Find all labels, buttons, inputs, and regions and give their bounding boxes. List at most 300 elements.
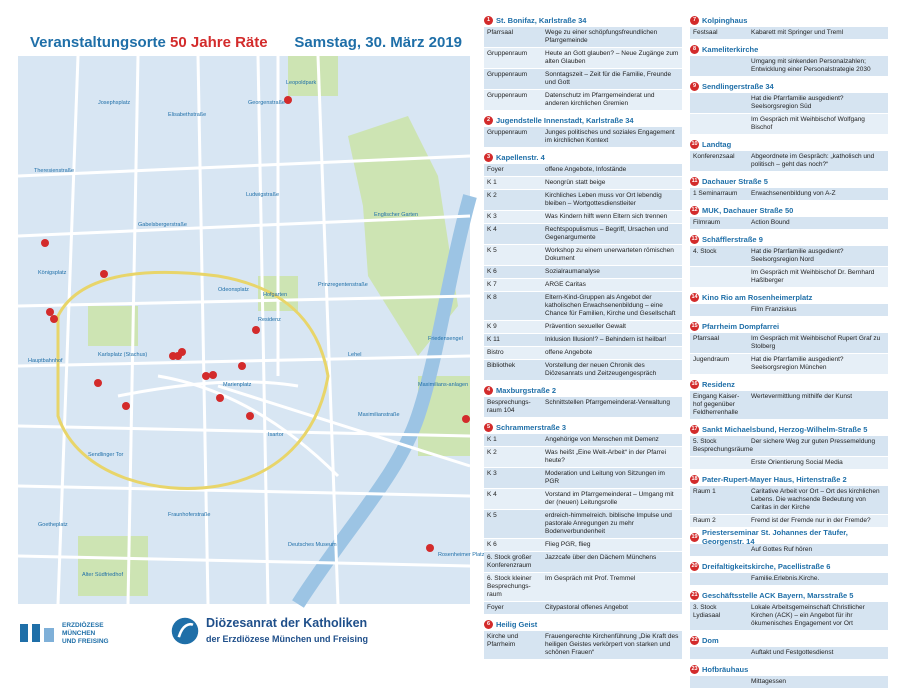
session-row (484, 601, 682, 614)
session-row (690, 675, 888, 688)
park-alter-botanischer-garten (88, 306, 138, 346)
session-row (690, 92, 888, 113)
session-row (690, 26, 888, 39)
venue-16 (690, 378, 888, 419)
label-englischer-garten: Englischer Garten (374, 212, 419, 218)
session-room: Foyer (487, 604, 504, 611)
session-topic: ARGE Caritas (545, 281, 586, 288)
venue-13 (690, 233, 888, 287)
venue-sessions (484, 396, 682, 417)
dioezesanrat-logo (166, 614, 406, 650)
venue-header[interactable] (690, 663, 888, 675)
marker-18[interactable] (94, 379, 102, 387)
map-pin-icon: 3 (484, 153, 493, 162)
venue-name: Kino Rio am Rosenheimerplatz (702, 292, 813, 302)
session-room: K 4 (487, 226, 497, 233)
session-topic: Caritative Arbeit vor Ort – Ort des kirchlichen Lebens. Die wachsende Bedeutung von Caritas in der Kirche (751, 488, 880, 511)
session-row (484, 291, 682, 320)
marker-11[interactable] (41, 239, 49, 247)
venue-list-left (484, 14, 682, 663)
session-room (690, 573, 748, 585)
venue-sessions (484, 26, 682, 110)
session-topic: Frauengerechte Kirchenführung „Die Kraft des heiligen Geistes verkörpert von starken und schönen Frauen“ (545, 633, 679, 656)
session-room: Gruppenraum (487, 50, 528, 57)
session-room (690, 93, 748, 113)
map-pin-icon: 1 (484, 16, 493, 25)
session-topic: Workshop zu einem unerwarteten römischen Dokument (545, 247, 674, 262)
session-room: 4. Stock (693, 248, 717, 255)
session-topic: Action Bound (751, 219, 790, 226)
map-pin-icon: 13 (691, 235, 698, 242)
venue-7 (690, 14, 888, 39)
map-pin-icon: 6 (484, 620, 493, 629)
map-pin-icon: 14 (691, 293, 698, 300)
venue-header[interactable] (690, 378, 888, 390)
map-pin-icon: 15 (691, 322, 698, 329)
map-header (18, 22, 470, 56)
venue-18 (690, 473, 888, 527)
map-pin-icon: 21 (691, 591, 698, 598)
marker-1[interactable] (100, 270, 108, 278)
session-row (484, 359, 682, 380)
venue-name: Sankt Michaelsbund, Herzog-Wilhelm-Straße 5 (702, 424, 868, 434)
session-topic: Rechtspopulismus – Begriff, Ursachen und Gegenargumente (545, 226, 669, 241)
map-pin-icon: 18 (691, 475, 698, 482)
session-row (484, 346, 682, 359)
venue-12 (690, 204, 888, 229)
session-topic: Mittagessen (751, 678, 787, 685)
venue-header[interactable] (484, 151, 682, 163)
venue-header[interactable] (690, 14, 888, 26)
label-odeonsplatz: Odeonsplatz (218, 287, 249, 293)
session-row (484, 26, 682, 47)
session-room: Eingang Kaiser-hof gegenüber Feldherrenhalle (693, 393, 740, 416)
session-topic: Hat die Pfarrfamilie ausgedient? Seelsorgsregion München (751, 356, 844, 371)
map-pin-icon: 11 (691, 177, 698, 184)
venue-21 (690, 589, 888, 630)
map-pin-icon: 7 (690, 16, 699, 25)
label-leopoldpark: Leopoldpark (286, 80, 317, 86)
venue-name: Maxburgstraße 2 (496, 385, 557, 395)
session-topic: Jazzcafe über den Dächern Münchens (545, 554, 657, 561)
session-room: Kirche und Pfarrheim (487, 633, 519, 648)
session-room: K 3 (487, 213, 497, 220)
venue-name: Kolpinghaus (702, 15, 748, 25)
session-row (690, 266, 888, 287)
map-pin-icon: 10 (691, 140, 698, 147)
session-topic: Familie.Erlebnis.Kirche. (751, 575, 820, 582)
venue-name: Schäfflerstraße 9 (702, 234, 763, 244)
venue-sessions (690, 150, 888, 171)
session-room: K 2 (487, 192, 497, 199)
label-sendlinger-tor: Sendlinger Tor (88, 452, 124, 458)
session-room: Gruppenraum (487, 71, 528, 78)
label-elisabethstrasse: Elisabethstraße (168, 112, 207, 118)
session-topic: Wertevermittlung mithilfe der Kunst (751, 393, 853, 400)
marker-12[interactable] (46, 308, 54, 316)
marker-21[interactable] (50, 315, 58, 323)
venue-header[interactable] (484, 384, 682, 396)
venue-header[interactable] (690, 204, 888, 216)
session-room (690, 457, 748, 469)
session-topic: Vorstellung der neuen Chronik des Diözesanrats und Zeitzeugengespräch (545, 362, 657, 377)
session-row (484, 189, 682, 210)
session-topic: offene Angebote (545, 349, 593, 356)
venue-sessions (484, 630, 682, 659)
session-topic: Im Gespräch mit Weihbischof Rupert Graf zu Stolberg (751, 335, 881, 350)
marker-3[interactable] (169, 352, 177, 360)
session-row (690, 245, 888, 266)
session-room: Jugendraum (693, 356, 730, 363)
label-ludwigstrasse: Ludwigstraße (246, 192, 280, 198)
logo1-line1: ERZDIÖZESE MÜNCHEN (62, 622, 104, 637)
venue-23 (690, 663, 888, 688)
session-room: K 7 (487, 281, 497, 288)
session-topic: Erwachsenenbildung von A-Z (751, 190, 836, 197)
venue-header[interactable] (690, 560, 888, 572)
session-topic: Hat die Pfarrfamilie ausgedient? Seelsorgsregion Süd (751, 95, 844, 110)
map-pin-icon: 23 (691, 665, 698, 672)
venue-header[interactable] (690, 473, 888, 485)
session-room (690, 544, 748, 556)
session-topic: Erste Orientierung Social Media (751, 459, 843, 466)
session-topic: Im Gespräch mit Prof. Tremmel (545, 575, 636, 582)
session-row (484, 333, 682, 346)
map-pin-icon: 2 (484, 116, 493, 125)
venue-22 (690, 634, 888, 659)
venue-name: Sendlingerstraße 34 (702, 81, 774, 91)
venue-header[interactable] (690, 528, 888, 546)
session-topic: Sonntagszeit – Zeit für die Familie, Freunde und Gott (545, 71, 672, 86)
venue-name: St. Bonifaz, Karlstraße 34 (496, 15, 587, 25)
marker-4[interactable] (178, 348, 186, 356)
marker-7[interactable] (122, 402, 130, 410)
session-room: Bibliothek (487, 362, 516, 369)
marker-5[interactable] (216, 394, 224, 402)
label-residenz: Residenz (258, 317, 281, 323)
footer-logos (18, 612, 470, 652)
venue-sessions (690, 572, 888, 585)
session-row (690, 390, 888, 419)
session-row (690, 572, 888, 585)
session-room: Gruppenraum (487, 92, 528, 99)
session-room: 6. Stock kleiner Besprechungs-raum (487, 575, 532, 598)
venue-sessions (690, 485, 888, 527)
venue-name: Hofbräuhaus (702, 664, 749, 674)
label-hauptbahnhof: Hauptbahnhof (28, 358, 63, 364)
city-map[interactable] (18, 56, 485, 604)
session-row (690, 187, 888, 200)
venue-header[interactable] (690, 233, 888, 245)
session-row (484, 244, 682, 265)
session-room: Raum 2 (693, 517, 716, 524)
erzdioezese-logo (18, 618, 138, 648)
venue-name: Jugendstelle Innenstadt, Karlstraße 34 (496, 115, 634, 125)
venue-header[interactable] (484, 14, 682, 26)
session-row (484, 551, 682, 572)
venue-name: MUK, Dachauer Straße 50 (702, 205, 794, 215)
session-row (690, 55, 888, 76)
logo2-line2: der Erzdiözese München und Freising (206, 634, 369, 644)
map-pin-icon: 17 (691, 425, 698, 432)
venue-sessions (690, 390, 888, 419)
venue-name: Pater-Rupert-Mayer Haus, Hirtenstraße 2 (702, 474, 847, 484)
label-friedensengel: Friedensengel (428, 336, 463, 342)
session-topic: Datenschutz im Pfarrgemeinderat und anderen kirchlichen Gremien (545, 92, 655, 107)
marker-14[interactable] (426, 544, 434, 552)
venue-name: Dreifaltigkeitskirche, Pacellistraße 6 (702, 561, 831, 571)
session-topic: Im Gespräch mit Weihbischof Wolfgang Bischof (751, 116, 865, 131)
venue-header[interactable] (690, 43, 888, 55)
venue-name: Landtag (702, 139, 732, 149)
venue-1 (484, 14, 682, 110)
session-room: K 8 (487, 294, 497, 301)
session-room: Filmraum (693, 219, 721, 226)
label-georgenstrasse: Georgenstraße (248, 100, 285, 106)
session-topic: Was heißt „Eine Welt-Arbeit“ in der Pfarrei heute? (545, 449, 667, 464)
venue-header[interactable] (484, 618, 682, 630)
session-topic: Sozialraumanalyse (545, 268, 600, 275)
session-room: Besprechungs-raum 104 (487, 399, 531, 414)
map-pin-icon: 9 (690, 82, 699, 91)
venue-header[interactable] (484, 114, 682, 126)
session-room: 1 Seminarraum (693, 190, 738, 197)
title-accent: 50 Jahre Räte (170, 34, 268, 51)
map-pin-icon: 16 (691, 380, 698, 387)
label-alter-suedfriedhof: Alter Südfriedhof (82, 572, 123, 578)
session-row (484, 223, 682, 244)
label-goetheplatz: Goetheplatz (38, 522, 68, 528)
session-room: K 2 (487, 449, 497, 456)
marker-22[interactable] (202, 372, 210, 380)
session-row (690, 353, 888, 374)
session-topic: Angehörige von Menschen mit Demenz (545, 436, 659, 443)
venue-sessions (484, 163, 682, 380)
venue-sessions (690, 303, 888, 316)
venue-name: Kapellenstr. 4 (496, 152, 545, 162)
map-pin-icon: 12 (691, 206, 698, 213)
session-topic: Auf Gottes Ruf hören (751, 546, 813, 553)
session-topic: Der sichere Weg zur guten Pressemeldung (751, 438, 876, 445)
session-row (484, 47, 682, 68)
venue-header[interactable] (690, 423, 888, 435)
marker-19[interactable] (284, 96, 292, 104)
venue-2 (484, 114, 682, 147)
session-row (484, 126, 682, 147)
venue-sessions (690, 187, 888, 200)
page-title (30, 34, 268, 51)
venue-4 (484, 384, 682, 417)
venue-header[interactable] (690, 80, 888, 92)
label-maximiliansanlagen: Maximilians-anlagen (418, 382, 469, 388)
venue-10 (690, 138, 888, 171)
session-row (690, 303, 888, 316)
marker-16[interactable] (252, 326, 260, 334)
session-room: K 4 (487, 491, 497, 498)
session-row (484, 176, 682, 189)
venue-sessions (690, 332, 888, 374)
session-row (484, 538, 682, 551)
session-room (690, 267, 748, 287)
session-row (484, 630, 682, 659)
session-room: 3. Stock Lydiasaal (693, 604, 721, 619)
session-topic: Eltern-Kind-Gruppen als Angebot der katholischen Erwachsenenbildung – eine Chance für Familien, Kirche und Gesellschaft (545, 294, 676, 317)
venue-sessions (690, 675, 888, 688)
venue-11 (690, 175, 888, 200)
venue-sessions (690, 26, 888, 39)
session-row (484, 572, 682, 601)
session-row (690, 456, 888, 469)
session-row (690, 485, 888, 514)
venue-17 (690, 423, 888, 469)
map-pin-icon: 19 (691, 533, 698, 540)
session-topic: Vorstand im Pfarrgemeinderat – Umgang mit der (neuen) Leitungsrolle (545, 491, 674, 506)
venue-header[interactable] (690, 291, 888, 303)
venue-header[interactable] (690, 320, 888, 332)
map-pin-icon: 5 (484, 423, 493, 432)
session-topic: Hat die Pfarrfamilie ausgedient? Seelsorgsregion Nord (751, 248, 844, 263)
dioezesanrat-icon (170, 616, 200, 646)
map-pin-icon: 22 (691, 636, 698, 643)
session-topic: erdreich-himmelreich. biblische Impulse und pastorale Anregungen zu mehr Bodenverbundenheit (545, 512, 672, 535)
session-topic: Abgeordnete im Gespräch: „katholisch und politisch – geht das noch?“ (751, 153, 875, 168)
venue-sessions (690, 92, 888, 134)
session-row (690, 601, 888, 630)
venue-20 (690, 560, 888, 585)
session-room: K 6 (487, 268, 497, 275)
session-row (690, 150, 888, 171)
session-room (690, 304, 748, 316)
label-gabelsbergerstrasse: Gabelsbergerstraße (138, 222, 187, 228)
session-room: K 1 (487, 179, 497, 186)
session-topic: Heute an Gott glauben? – Neue Zugänge zum alten Glauben (545, 50, 679, 65)
session-room: 5. Stock Besprechungsräume (693, 438, 753, 453)
venue-header[interactable] (484, 421, 682, 433)
venue-6 (484, 618, 682, 659)
venue-name: Dachauer Straße 5 (702, 176, 768, 186)
venue-name: Kameliterkirche (702, 44, 759, 54)
session-room: Gruppenraum (487, 129, 528, 136)
venue-8 (690, 43, 888, 76)
label-theresienstrasse: Theresienstraße (34, 168, 75, 174)
session-topic: Schnittstellen Pfarrgemeinderat-Verwaltung (545, 399, 671, 406)
label-prinzregentenstrasse: Prinzregentenstraße (318, 282, 368, 288)
session-row (484, 396, 682, 417)
session-topic: Junges politisches und soziales Engagement im kirchlichen Kontext (545, 129, 675, 144)
marker-15[interactable] (209, 371, 217, 379)
session-room (690, 676, 748, 688)
session-row (484, 446, 682, 467)
venue-sessions (484, 126, 682, 147)
venue-15 (690, 320, 888, 374)
session-row (690, 543, 888, 556)
label-karlsplatz: Karlsplatz (Stachus) (98, 352, 148, 358)
session-row (690, 646, 888, 659)
session-row (484, 320, 682, 333)
session-room (690, 114, 748, 134)
venue-list-right (690, 14, 888, 692)
label-maximilianstrasse: Maximilianstraße (358, 412, 400, 418)
session-row (484, 467, 682, 488)
park-alter-suedfriedhof (78, 536, 148, 596)
marker-23[interactable] (246, 412, 254, 420)
session-row (690, 216, 888, 229)
title-prefix: Veranstaltungsorte (30, 34, 166, 51)
session-room: Konferenzsaal (693, 153, 735, 160)
session-topic: Lokale Arbeitsgemeinschaft Christlicher Kirchen (ACK) – ein Angebot für ihr ökumenisches Engagement vor Ort (751, 604, 865, 627)
session-row (484, 488, 682, 509)
session-room: Pfarrsaal (487, 29, 514, 36)
park-leopoldpark (288, 56, 338, 96)
venue-header[interactable] (690, 589, 888, 601)
session-row (484, 433, 682, 446)
label-fraunhoferstrasse: Fraunhoferstraße (168, 512, 211, 518)
session-topic: Neongrün statt beige (545, 179, 606, 186)
session-row (484, 163, 682, 176)
venue-sessions (690, 543, 888, 556)
venue-header[interactable] (690, 138, 888, 150)
label-hofgarten: Hofgarten (263, 292, 288, 298)
logo1-line2: UND FREISING (62, 638, 109, 645)
venue-name: Pfarrheim Dompfarrei (702, 321, 780, 331)
marker-20[interactable] (462, 415, 470, 423)
venue-name: Residenz (702, 379, 735, 389)
venue-header[interactable] (690, 175, 888, 187)
session-room: K 9 (487, 323, 497, 330)
label-marienplatz: Marienplatz (223, 382, 252, 388)
session-topic: Kabarett mit Springer und Treml (751, 29, 844, 36)
venue-name: Dom (702, 635, 719, 645)
venue-name: Heilig Geist (496, 619, 538, 629)
session-row (690, 332, 888, 353)
venue-sessions (690, 55, 888, 76)
venue-name: Schrammerstraße 3 (496, 422, 567, 432)
session-row (690, 435, 888, 456)
venue-header[interactable] (690, 634, 888, 646)
session-row (484, 210, 682, 223)
session-room: Pfarrsaal (693, 335, 720, 342)
label-lehel: Lehel (348, 352, 362, 358)
session-room: K 6 (487, 541, 497, 548)
session-room: K 3 (487, 470, 497, 477)
session-topic: Im Gespräch mit Weihbischof Dr. Bernhard Haßlberger (751, 269, 875, 284)
label-isartor: Isartor (268, 432, 284, 438)
session-room: Bistro (487, 349, 504, 356)
map-pin-icon: 4 (484, 386, 493, 395)
session-row (484, 265, 682, 278)
session-topic: Citypastoral offenes Angebot (545, 604, 628, 611)
session-room: K 5 (487, 512, 497, 519)
session-room: K 5 (487, 247, 497, 254)
session-room: Raum 1 (693, 488, 716, 495)
venue-sessions (484, 433, 682, 614)
session-topic: Fremd ist der Fremde nur in der Fremde? (751, 517, 871, 524)
venue-name: Priesterseminar St. Johannes der Täufer, Georgenstr. 14 (702, 528, 848, 546)
session-room (690, 647, 748, 659)
session-room: 6. Stock großer Konferenzraum (487, 554, 532, 569)
session-room (690, 56, 748, 76)
session-topic: Wege zu einer schöpfungsfreundlichen Pfarrgemeinde (545, 29, 658, 44)
event-date: Samstag, 30. März 2019 (294, 34, 462, 51)
session-topic: Moderation und Leitung von Sitzungen im PGR (545, 470, 665, 485)
session-topic: Kirchliches Leben muss vor Ort lebendig bleiben – Wortgottesdienstleiter (545, 192, 662, 207)
venue-sessions (690, 216, 888, 229)
venue-sessions (690, 245, 888, 287)
session-row (484, 509, 682, 538)
session-topic: offene Angebote, Infostände (545, 166, 627, 173)
marker-13[interactable] (238, 362, 246, 370)
session-topic: Was Kindern hilft wenn Eltern sich trennen (545, 213, 668, 220)
